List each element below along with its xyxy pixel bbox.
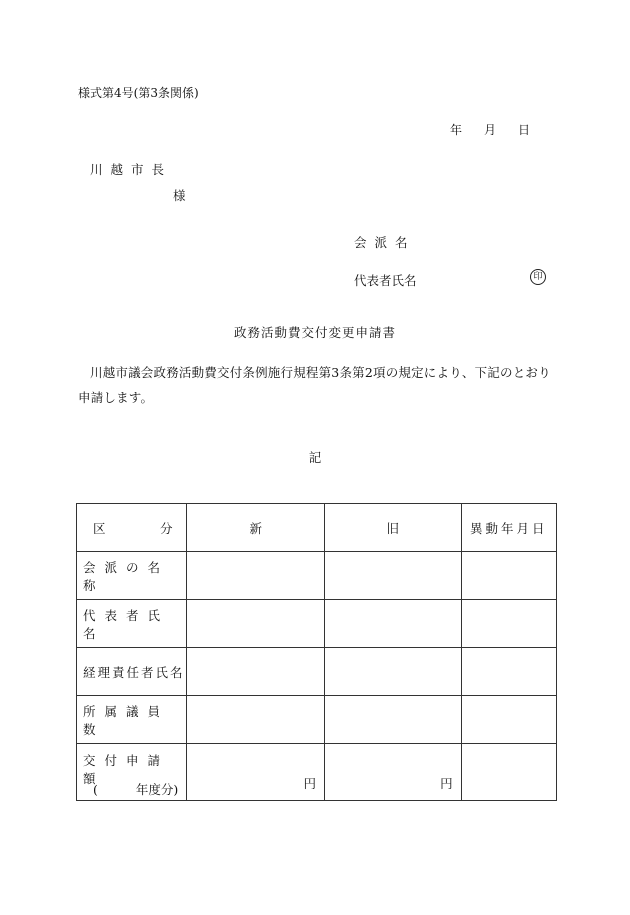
form-number: 様式第4号(第3条関係) [78, 86, 199, 100]
change-date-cell[interactable] [461, 744, 556, 801]
table-row [77, 600, 557, 648]
change-date-cell[interactable] [461, 552, 556, 600]
yen-unit-old: 円 [440, 776, 453, 791]
paren-open: ( [93, 782, 98, 797]
change-date-cell[interactable] [461, 696, 556, 744]
body-text: 川越市議会政務活動費交付条例施行規程第3条第2項の規定により、下記のとおり申請します。 [78, 365, 551, 405]
header-change-date: 異動年月日 [461, 504, 556, 552]
old-value-cell[interactable] [325, 600, 462, 648]
header-old: 旧 [325, 504, 462, 552]
seal-icon: 印 [530, 269, 546, 285]
header-category-b: 分 [159, 520, 173, 536]
date-year: 年 [450, 123, 463, 137]
table-row [77, 696, 557, 744]
faction-label: 会派名 [354, 235, 416, 250]
old-value-cell[interactable] [325, 552, 462, 600]
header-new: 新 [187, 504, 325, 552]
change-date-cell[interactable] [461, 600, 556, 648]
date-line [450, 121, 530, 138]
new-amount-cell[interactable] [187, 744, 325, 801]
table-row-grant [77, 744, 557, 801]
row-label-accounting-manager: 経理責任者氏名 [77, 648, 187, 696]
date-month: 月 [484, 123, 497, 137]
row-label-representative: 代表者氏名 [77, 600, 187, 648]
new-value-cell[interactable] [187, 648, 325, 696]
recipient: 川越市長 [90, 162, 173, 177]
change-date-cell[interactable] [461, 648, 556, 696]
new-value-cell[interactable] [187, 600, 325, 648]
fiscal-year-label [93, 780, 178, 798]
representative-label: 代表者氏名 [354, 273, 417, 288]
fiscal-year-text: 年度分) [135, 782, 179, 797]
old-amount-cell[interactable] [325, 744, 462, 801]
document-title: 政務活動費交付変更申請書 [233, 325, 396, 340]
row-label-member-count: 所属議員数 [77, 696, 187, 744]
old-value-cell[interactable] [325, 648, 462, 696]
date-day: 日 [518, 123, 531, 137]
new-value-cell[interactable] [187, 552, 325, 600]
table-row [77, 648, 557, 696]
yen-unit-new: 円 [303, 776, 317, 791]
application-table [76, 503, 557, 801]
header-category-a: 区 [93, 520, 106, 536]
old-value-cell[interactable] [325, 696, 462, 744]
row-label-grant-amount [77, 744, 187, 801]
honorific: 様 [173, 188, 186, 203]
row-label-faction-name: 会派の名称 [77, 552, 187, 600]
ki-heading: 記 [308, 450, 322, 465]
table-header-row [77, 504, 557, 552]
grant-label: 交付申請額 [83, 753, 170, 786]
table-row [77, 552, 557, 600]
header-category [77, 504, 187, 552]
new-value-cell[interactable] [187, 696, 325, 744]
